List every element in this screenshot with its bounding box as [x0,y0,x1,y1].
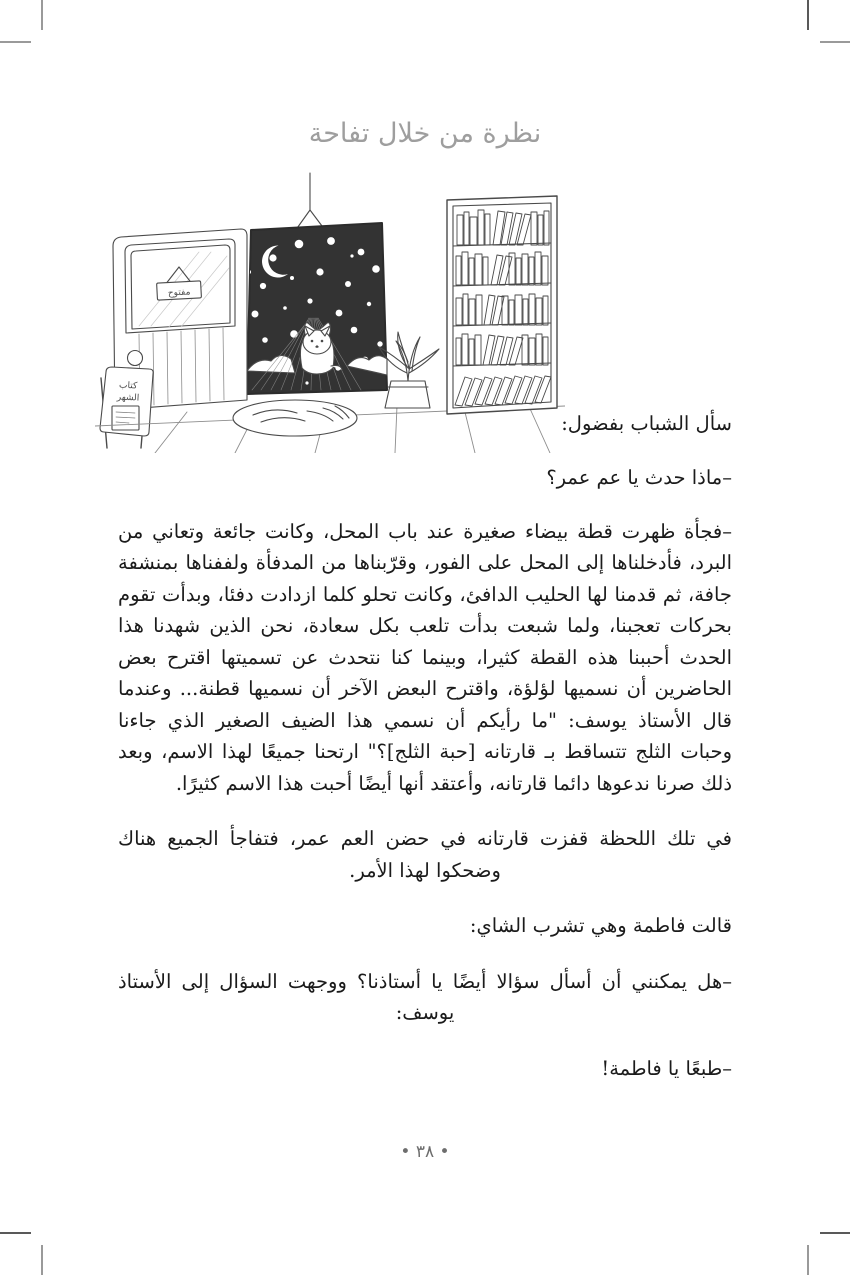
door-sign-label: مفتوح [167,287,191,299]
crop-mark-top-left-horizontal [0,41,31,43]
crop-mark-top-left-vertical [41,0,43,30]
crop-mark-bottom-right-horizontal [820,1232,850,1234]
intro-lines [118,408,732,515]
paragraph-1: –فجأة ظهرت قطة بيضاء صغيرة عند باب المحل، وكانت جائعة وتعاني من البرد، فأدخلناها إلى المحل على الفور، وقرّبناها من المدفأة ولففناها بمنشفة جافة، ثم قدمنا لها الحليب الدافئ، وكانت تحلو كلما ازدادت دفئا، وبدأت تقوم بحركات تعجبنا، ولما شبعت بدأت تلعب بكل سعادة، نحن الذين شهدنا هذا الحدث أحببنا هذه القطة كثيرا، وبينما كنا نتحدث عن تسميتها اقترح بعض الحاضرين أن نسميها لؤلؤة، واقترح البعض الآخر أن نسميها قطنة... وعندما قال الأستاذ يوسف: "ما رأيكم أن نسمي هذا الضيف الصغير الذي جاءنا وحبات الثلج تتساقط بـ قارتانه [حبة الثلج]؟" ارتحنا جميعًا لهذا الاسم، وبعد ذلك صرنا ندعوها دائما قارتانه، وأعتقد أنها أيضًا أحبت هذا الاسم كثيرًا. [118,520,732,795]
paragraph-2: في تلك اللحظة قفزت قارتانه في حضن العم عمر، فتفاجأ الجميع هناك وضحكوا لهذا الأمر. [118,827,732,882]
crop-mark-top-right-horizontal [820,41,850,43]
paragraph-4: –هل يمكنني أن أسأل سؤالا أيضًا يا أستاذنا؟ ووجهت السؤال إلى الأستاذ يوسف: [118,969,732,1025]
night-sky-window [247,223,389,394]
crop-mark-bottom-left-vertical [41,1245,43,1275]
intro-line-1: سأل الشباب بفضول: [561,412,732,435]
crop-mark-top-right-vertical [807,0,809,30]
paragraph-5: –طبعًا يا فاطمة! [601,1056,732,1080]
crop-mark-bottom-right-vertical [807,1245,809,1275]
intro-line-2: –ماذا حدث يا عم عمر؟ [546,465,732,489]
bookshelf [447,196,557,414]
page-number: • ٣٨ • [400,1142,450,1162]
body-text [118,516,732,1084]
potted-plant [379,332,439,408]
easel-sign-line1: كتاب [118,380,138,392]
crop-mark-bottom-left-horizontal [0,1232,31,1234]
easel-sign-line2: الشهر [116,392,140,404]
page-title: نظرة من خلال تفاحة [308,118,542,149]
paragraph-3: قالت فاطمة وهي تشرب الشاي: [469,914,732,938]
